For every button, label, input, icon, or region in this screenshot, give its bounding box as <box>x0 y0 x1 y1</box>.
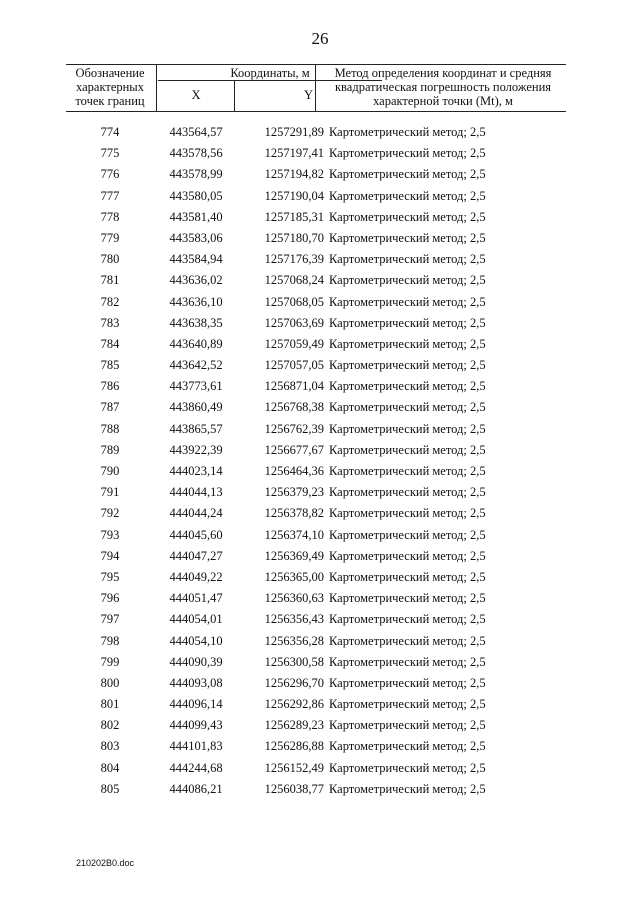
method-cell: Картометрический метод; 2,5 <box>329 612 486 627</box>
y-coordinate-cell: 1256379,23 <box>264 485 324 500</box>
method-cell: Картометрический метод; 2,5 <box>329 336 486 351</box>
header-y: Y <box>303 88 314 102</box>
method-cell: Картометрический метод; 2,5 <box>329 591 486 606</box>
y-coordinate-cell: 1256374,10 <box>264 527 324 542</box>
table-row <box>0 694 640 715</box>
y-coordinate-cell: 1256286,88 <box>264 739 324 754</box>
method-cell: Картометрический метод; 2,5 <box>329 781 486 796</box>
point-number-cell: 796 <box>100 591 120 606</box>
point-number-cell: 783 <box>100 315 120 330</box>
x-coordinate-cell: 444049,22 <box>169 569 223 584</box>
point-number-cell: 793 <box>100 527 120 542</box>
table-row <box>0 652 640 673</box>
method-cell: Картометрический метод; 2,5 <box>329 379 486 394</box>
table-row <box>0 503 640 524</box>
point-number-cell: 790 <box>100 464 120 478</box>
method-cell: Картометрический метод; 2,5 <box>329 527 486 542</box>
header-coordinates: Координаты, м <box>230 66 310 80</box>
point-number-cell: 789 <box>100 442 120 457</box>
x-coordinate-cell: 443860,49 <box>169 400 223 415</box>
table-row <box>0 249 640 270</box>
table-row <box>0 482 640 503</box>
y-coordinate-cell: 1257180,70 <box>264 230 324 245</box>
header-method: Метод определения координат и средняя квадратическая погрешность положения характерной точки (Mt), м <box>334 66 552 108</box>
y-coordinate-cell: 1256038,77 <box>264 781 324 796</box>
x-coordinate-cell: 444099,43 <box>169 718 223 733</box>
point-number-cell: 782 <box>100 294 120 309</box>
method-cell: Картометрический метод; 2,5 <box>329 569 486 584</box>
point-number-cell: 800 <box>100 675 120 690</box>
point-number-cell: 801 <box>100 697 120 712</box>
method-cell: Картометрический метод; 2,5 <box>329 697 486 712</box>
y-coordinate-cell: 1256677,67 <box>264 442 324 457</box>
y-coordinate-cell: 1256356,43 <box>264 612 324 627</box>
method-cell: Картометрический метод; 2,5 <box>329 230 486 245</box>
x-coordinate-cell: 443584,94 <box>169 252 223 267</box>
method-cell: Картометрический метод; 2,5 <box>329 146 486 161</box>
y-coordinate-cell: 1256768,38 <box>264 400 324 415</box>
y-coordinate-cell: 1256152,49 <box>264 760 324 775</box>
x-coordinate-cell: 443564,57 <box>169 125 223 139</box>
y-coordinate-cell: 1256365,00 <box>264 569 324 584</box>
table-row <box>0 461 640 482</box>
x-coordinate-cell: 444096,14 <box>169 697 223 712</box>
table-row <box>0 736 640 757</box>
point-number-cell: 788 <box>100 421 120 436</box>
y-coordinate-cell: 1256360,63 <box>264 591 324 606</box>
y-coordinate-cell: 1257291,89 <box>264 125 324 139</box>
point-number-cell: 779 <box>100 230 120 245</box>
x-coordinate-cell: 444090,39 <box>169 654 223 669</box>
x-coordinate-cell: 443642,52 <box>169 358 223 373</box>
y-coordinate-cell: 1256369,49 <box>264 548 324 563</box>
x-coordinate-cell: 444047,27 <box>169 548 223 563</box>
method-cell: Картометрический метод; 2,5 <box>329 294 486 309</box>
method-cell: Картометрический метод; 2,5 <box>329 739 486 754</box>
y-coordinate-cell: 1257063,69 <box>264 315 324 330</box>
y-coordinate-cell: 1257068,24 <box>264 273 324 288</box>
point-number-cell: 781 <box>100 273 120 288</box>
table-row <box>0 164 640 185</box>
method-cell: Картометрический метод; 2,5 <box>329 167 486 182</box>
table-row <box>0 355 640 376</box>
x-coordinate-cell: 444023,14 <box>169 464 223 478</box>
table-row <box>0 397 640 418</box>
point-number-cell: 787 <box>100 400 120 415</box>
y-coordinate-cell: 1257197,41 <box>264 146 324 161</box>
header-x: X <box>191 88 201 102</box>
point-number-cell: 780 <box>100 252 120 267</box>
table-row <box>0 419 640 440</box>
method-cell: Картометрический метод; 2,5 <box>329 464 486 478</box>
x-coordinate-cell: 444101,83 <box>169 739 223 754</box>
table-row <box>0 376 640 397</box>
point-number-cell: 778 <box>100 209 120 224</box>
method-cell: Картометрический метод; 2,5 <box>329 485 486 500</box>
x-coordinate-cell: 443583,06 <box>169 230 223 245</box>
table-row <box>0 525 640 546</box>
table-row <box>0 673 640 694</box>
point-number-cell: 795 <box>100 569 120 584</box>
point-number-cell: 784 <box>100 336 120 351</box>
table-header <box>66 64 566 112</box>
table-row <box>0 122 640 143</box>
method-cell: Картометрический метод; 2,5 <box>329 209 486 224</box>
y-coordinate-cell: 1256464,36 <box>264 464 324 478</box>
table-row <box>0 207 640 228</box>
table-row <box>0 143 640 164</box>
point-number-cell: 802 <box>100 718 120 733</box>
table-row <box>0 567 640 588</box>
method-cell: Картометрический метод; 2,5 <box>329 188 486 203</box>
y-coordinate-cell: 1256292,86 <box>264 697 324 712</box>
point-number-cell: 785 <box>100 358 120 373</box>
table-row <box>0 270 640 291</box>
point-number-cell: 798 <box>100 633 120 648</box>
method-cell: Картометрический метод; 2,5 <box>329 548 486 563</box>
y-coordinate-cell: 1256300,58 <box>264 654 324 669</box>
y-coordinate-cell: 1256871,04 <box>264 379 324 394</box>
table-row <box>0 313 640 334</box>
x-coordinate-cell: 443581,40 <box>169 209 223 224</box>
table-row <box>0 228 640 249</box>
footer-filename: 210202B0.doc <box>76 858 135 868</box>
method-cell: Картометрический метод; 2,5 <box>329 760 486 775</box>
y-coordinate-cell: 1257176,39 <box>264 252 324 267</box>
table-row <box>0 715 640 736</box>
method-cell: Картометрический метод; 2,5 <box>329 252 486 267</box>
table-row <box>0 334 640 355</box>
point-number-cell: 804 <box>100 760 120 775</box>
table-row <box>0 186 640 207</box>
x-coordinate-cell: 444086,21 <box>169 781 223 796</box>
header-point-designation: Обозначение характерных точек границ <box>75 66 145 108</box>
point-number-cell: 797 <box>100 612 120 627</box>
method-cell: Картометрический метод; 2,5 <box>329 358 486 373</box>
point-number-cell: 786 <box>100 379 120 394</box>
x-coordinate-cell: 443640,89 <box>169 336 223 351</box>
method-cell: Картометрический метод; 2,5 <box>329 718 486 733</box>
x-coordinate-cell: 444051,47 <box>169 591 223 606</box>
x-coordinate-cell: 443865,57 <box>169 421 223 436</box>
point-number-cell: 791 <box>100 485 120 500</box>
x-coordinate-cell: 444093,08 <box>169 675 223 690</box>
y-coordinate-cell: 1257068,05 <box>264 294 324 309</box>
method-cell: Картометрический метод; 2,5 <box>329 125 486 139</box>
y-coordinate-cell: 1256378,82 <box>264 506 324 521</box>
header-divider <box>315 65 316 111</box>
x-coordinate-cell: 444044,24 <box>169 506 223 521</box>
x-coordinate-cell: 443922,39 <box>169 442 223 457</box>
x-coordinate-cell: 443773,61 <box>169 379 223 394</box>
point-number-cell: 775 <box>100 146 120 161</box>
y-coordinate-cell: 1256762,39 <box>264 421 324 436</box>
point-number-cell: 774 <box>100 125 120 139</box>
table-row <box>0 758 640 779</box>
y-coordinate-cell: 1257185,31 <box>264 209 324 224</box>
x-coordinate-cell: 443578,56 <box>169 146 223 161</box>
x-coordinate-cell: 443636,02 <box>169 273 223 288</box>
y-coordinate-cell: 1256296,70 <box>264 675 324 690</box>
table-row <box>0 631 640 652</box>
x-coordinate-cell: 443580,05 <box>169 188 223 203</box>
page-number: 26 <box>311 29 329 48</box>
method-cell: Картометрический метод; 2,5 <box>329 633 486 648</box>
point-number-cell: 776 <box>100 167 120 182</box>
method-cell: Картометрический метод; 2,5 <box>329 315 486 330</box>
y-coordinate-cell: 1257190,04 <box>264 188 324 203</box>
method-cell: Картометрический метод; 2,5 <box>329 400 486 415</box>
point-number-cell: 792 <box>100 506 120 521</box>
x-coordinate-cell: 444045,60 <box>169 527 223 542</box>
point-number-cell: 799 <box>100 654 120 669</box>
table-body <box>0 122 640 800</box>
point-number-cell: 803 <box>100 739 120 754</box>
point-number-cell: 777 <box>100 188 120 203</box>
header-divider <box>156 65 157 111</box>
x-coordinate-cell: 444054,01 <box>169 612 223 627</box>
y-coordinate-cell: 1256289,23 <box>264 718 324 733</box>
y-coordinate-cell: 1256356,28 <box>264 633 324 648</box>
table-row <box>0 440 640 461</box>
point-number-cell: 805 <box>100 781 120 796</box>
y-coordinate-cell: 1257194,82 <box>264 167 324 182</box>
table-row <box>0 779 640 800</box>
method-cell: Картометрический метод; 2,5 <box>329 506 486 521</box>
table-row <box>0 546 640 567</box>
x-coordinate-cell: 443636,10 <box>169 294 223 309</box>
x-coordinate-cell: 444244,68 <box>169 760 223 775</box>
y-coordinate-cell: 1257059,49 <box>264 336 324 351</box>
x-coordinate-cell: 443578,99 <box>169 167 223 182</box>
x-coordinate-cell: 443638,35 <box>169 315 223 330</box>
method-cell: Картометрический метод; 2,5 <box>329 675 486 690</box>
method-cell: Картометрический метод; 2,5 <box>329 654 486 669</box>
point-number-cell: 794 <box>100 548 120 563</box>
method-cell: Картометрический метод; 2,5 <box>329 273 486 288</box>
table-row <box>0 292 640 313</box>
x-coordinate-cell: 444044,13 <box>169 485 223 500</box>
table-row <box>0 609 640 630</box>
method-cell: Картометрический метод; 2,5 <box>329 442 486 457</box>
method-cell: Картометрический метод; 2,5 <box>329 421 486 436</box>
x-coordinate-cell: 444054,10 <box>169 633 223 648</box>
table-row <box>0 588 640 609</box>
y-coordinate-cell: 1257057,05 <box>264 358 324 373</box>
